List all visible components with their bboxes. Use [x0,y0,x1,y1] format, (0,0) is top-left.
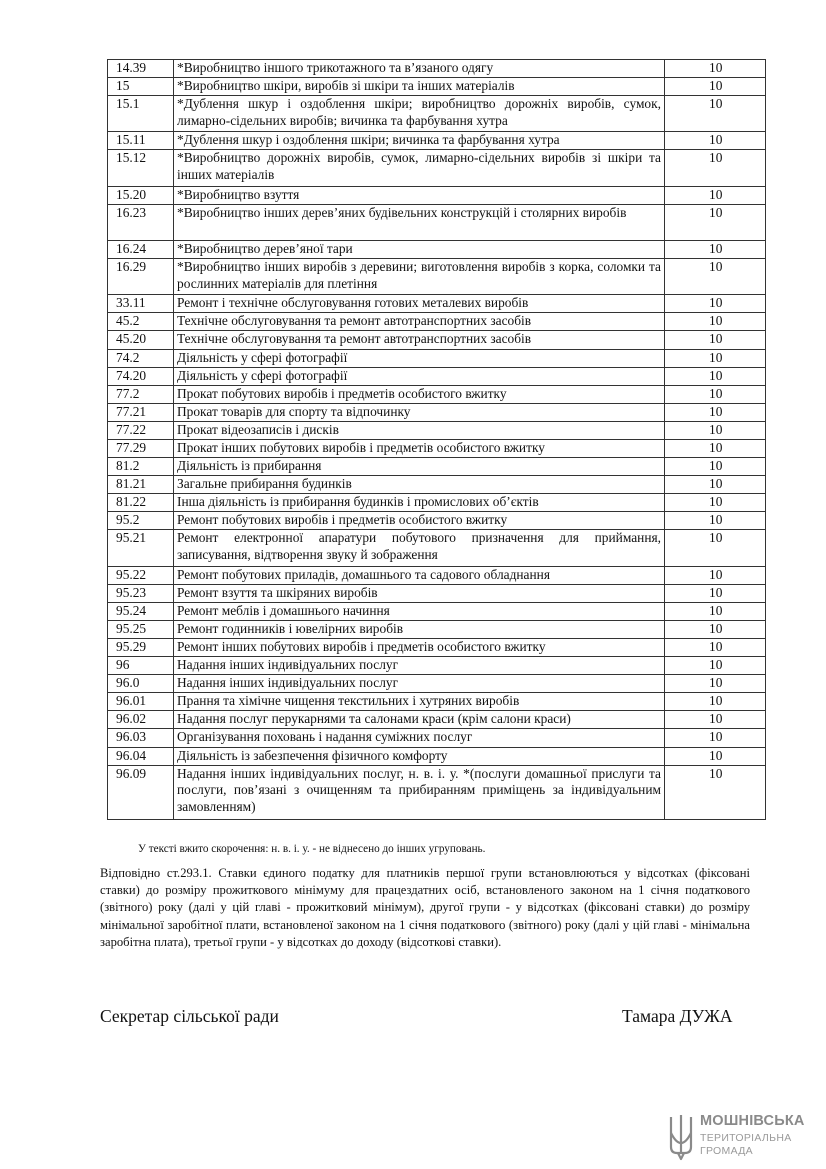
table-row [108,675,766,693]
table-row [108,204,766,240]
activity-code-cell: 95.21 [108,530,174,566]
rate-cell: 10 [665,60,766,78]
activity-name-cell: Загальне прибирання будинків [174,476,665,494]
rate-cell: 10 [665,657,766,675]
rate-cell: 10 [665,367,766,385]
rate-cell: 10 [665,458,766,476]
table-row [108,403,766,421]
activity-code-cell: 15.11 [108,132,174,150]
activity-name-cell: Надання інших індивідуальних послуг [174,657,665,675]
activity-code-cell: 45.20 [108,331,174,349]
activity-name-cell: *Виробництво взуття [174,186,665,204]
activity-code-cell: 81.2 [108,458,174,476]
activity-name-cell: Ремонт інших побутових виробів і предметів особистого вжитку [174,639,665,657]
table-row [108,693,766,711]
abbreviation-note: У тексті вжито скорочення: н. в. і. у. - не віднесено до інших угруповань. [138,843,486,855]
activity-code-cell: 81.21 [108,476,174,494]
activity-name-cell: Надання інших індивідуальних послуг [174,675,665,693]
rate-cell: 10 [665,403,766,421]
rate-cell: 10 [665,512,766,530]
rate-cell: 10 [665,313,766,331]
activity-name-cell: *Дублення шкур і оздоблення шкіри; вичинка та фарбування хутра [174,132,665,150]
table-row [108,313,766,331]
rate-cell: 10 [665,639,766,657]
activity-name-cell: *Виробництво іншого трикотажного та в’язаного одягу [174,60,665,78]
table-row [108,349,766,367]
rate-cell: 10 [665,331,766,349]
tax-rates-paragraph: Відповідно ст.293.1. Ставки єдиного податку для платників першої групи встановлюються у відсотках (фіксовані ставки) до розміру прожиткового мінімуму для працездатних осіб, встановленого законом на 1 січня податкового (звітного) року (далі у цій главі - прожитковий мінімум), другої групи - у відсотках (фіксовані ставки) до розміру мінімальної заробітної плати, встановленої законом на 1 січня податкового (звітного) року (далі у цій главі - мінімальна заробітна плата), третьої групи - у відсотках до доходу (відсоткові ставки). [100,866,750,949]
table-row [108,421,766,439]
activity-code-cell: 96.02 [108,711,174,729]
activity-code-cell: 77.22 [108,421,174,439]
rate-cell: 10 [665,132,766,150]
activity-name-cell: Ремонт меблів і домашнього начиння [174,602,665,620]
activity-code-cell: 95.22 [108,566,174,584]
signature-name: Тамара ДУЖА [622,1006,733,1026]
table-row [108,584,766,602]
rate-cell: 10 [665,385,766,403]
activity-name-cell: Діяльність із забезпечення фізичного комфорту [174,747,665,765]
logo-line-2: ТЕРИТОРІАЛЬНА [700,1132,792,1144]
rate-cell: 10 [665,186,766,204]
table-row [108,439,766,457]
activity-code-cell: 95.29 [108,639,174,657]
activity-name-cell: Ремонт годинників і ювелірних виробів [174,620,665,638]
rate-cell: 10 [665,602,766,620]
activity-name-cell: *Виробництво дерев’яної тари [174,240,665,258]
activity-rates-table [107,59,766,820]
rate-cell: 10 [665,259,766,295]
table-row [108,78,766,96]
activity-code-cell: 96.09 [108,765,174,819]
rate-cell: 10 [665,295,766,313]
activity-name-cell: Ремонт і технічне обслуговування готових металевих виробів [174,295,665,313]
rate-cell: 10 [665,476,766,494]
table-row [108,385,766,403]
table-row [108,476,766,494]
table-row [108,494,766,512]
activity-code-cell: 15 [108,78,174,96]
activity-name-cell: Ремонт побутових приладів, домашнього та садового обладнання [174,566,665,584]
rate-cell: 10 [665,584,766,602]
table-row [108,711,766,729]
rate-cell: 10 [665,711,766,729]
activity-name-cell: Організування поховань і надання суміжних послуг [174,729,665,747]
rate-cell: 10 [665,78,766,96]
table-row [108,331,766,349]
table-row [108,747,766,765]
table-row [108,295,766,313]
table-row [108,132,766,150]
rate-cell: 10 [665,494,766,512]
activity-code-cell: 74.20 [108,367,174,385]
activity-name-cell: Прання та хімічне чищення текстильних і хутряних виробів [174,693,665,711]
signature-position: Секретар сільської ради [100,1006,279,1026]
activity-code-cell: 14.39 [108,60,174,78]
activity-code-cell: 96.03 [108,729,174,747]
activity-code-cell: 15.20 [108,186,174,204]
table-row [108,96,766,132]
table-row [108,259,766,295]
logo-line-1: МОШНІВСЬКА [700,1113,805,1129]
table-row [108,620,766,638]
activity-code-cell: 96.04 [108,747,174,765]
activity-name-cell: Прокат інших побутових виробів і предметів особистого вжитку [174,439,665,457]
rate-cell: 10 [665,747,766,765]
activity-code-cell: 81.22 [108,494,174,512]
activity-code-cell: 16.29 [108,259,174,295]
rate-cell: 10 [665,620,766,638]
activity-code-cell: 96.0 [108,675,174,693]
activity-code-cell: 15.12 [108,150,174,186]
table-row [108,367,766,385]
activity-code-cell: 95.24 [108,602,174,620]
rate-cell: 10 [665,204,766,240]
activity-name-cell: *Виробництво дорожніх виробів, сумок, лимарно-сідельних виробів зі шкіри та інших матеріалів [174,150,665,186]
rate-cell: 10 [665,96,766,132]
activity-code-cell: 15.1 [108,96,174,132]
activity-name-cell: Прокат побутових виробів і предметів особистого вжитку [174,385,665,403]
activity-code-cell: 96 [108,657,174,675]
rate-cell: 10 [665,150,766,186]
rate-cell: 10 [665,675,766,693]
table-row [108,150,766,186]
activity-code-cell: 77.29 [108,439,174,457]
table-row [108,60,766,78]
activity-code-cell: 16.24 [108,240,174,258]
activity-name-cell: Діяльність у сфері фотографії [174,349,665,367]
trident-icon [668,1113,694,1161]
activity-code-cell: 74.2 [108,349,174,367]
table-row [108,729,766,747]
activity-name-cell: Ремонт взуття та шкіряних виробів [174,584,665,602]
table-row [108,458,766,476]
activity-name-cell: Надання послуг перукарнями та салонами краси (крім салони краси) [174,711,665,729]
activity-code-cell: 45.2 [108,313,174,331]
activity-name-cell: Прокат відеозаписів і дисків [174,421,665,439]
table-row [108,765,766,819]
activity-name-cell: Надання інших індивідуальних послуг, н. в. і. у. *(послуги домашньої прислуги та послуги, пов’язані з очищенням та прибиранням приміщень за індивідуальним замовленням) [174,765,665,819]
table-row [108,639,766,657]
rate-cell: 10 [665,765,766,819]
activity-name-cell: Прокат товарів для спорту та відпочинку [174,403,665,421]
rate-cell: 10 [665,693,766,711]
rate-cell: 10 [665,729,766,747]
activity-name-cell: Ремонт побутових виробів і предметів особистого вжитку [174,512,665,530]
table-row [108,240,766,258]
rate-cell: 10 [665,530,766,566]
table-row [108,186,766,204]
activity-code-cell: 77.21 [108,403,174,421]
activity-name-cell: *Виробництво інших виробів з деревини; виготовлення виробів з корка, соломки та рослинних матеріалів для плетіння [174,259,665,295]
rate-cell: 10 [665,439,766,457]
table-row [108,512,766,530]
table-row [108,602,766,620]
rate-cell: 10 [665,349,766,367]
activity-code-cell: 33.11 [108,295,174,313]
activity-name-cell: *Дублення шкур і оздоблення шкіри; виробництво дорожніх виробів, сумок, лимарно-сідельних виробів; вичинка та фарбування хутра [174,96,665,132]
rate-cell: 10 [665,240,766,258]
table-row [108,530,766,566]
activity-code-cell: 16.23 [108,204,174,240]
activity-code-cell: 95.2 [108,512,174,530]
activity-code-cell: 95.25 [108,620,174,638]
community-logo [668,1113,805,1163]
table-row [108,566,766,584]
activity-name-cell: Діяльність у сфері фотографії [174,367,665,385]
table-row [108,657,766,675]
activity-code-cell: 96.01 [108,693,174,711]
rate-cell: 10 [665,566,766,584]
activity-name-cell: Діяльність із прибирання [174,458,665,476]
activity-name-cell: Інша діяльність із прибирання будинків і промислових об’єктів [174,494,665,512]
activity-name-cell: Технічне обслуговування та ремонт автотранспортних засобів [174,331,665,349]
logo-line-3: ГРОМАДА [700,1145,753,1157]
activity-name-cell: *Виробництво шкіри, виробів зі шкіри та інших матеріалів [174,78,665,96]
activity-code-cell: 77.2 [108,385,174,403]
activity-name-cell: Технічне обслуговування та ремонт автотранспортних засобів [174,313,665,331]
rate-cell: 10 [665,421,766,439]
activity-name-cell: Ремонт електронної апаратури побутового призначення для приймання, записування, відтворення звуку й зображення [174,530,665,566]
activity-name-cell: *Виробництво інших дерев’яних будівельних конструкцій і столярних виробів [174,204,665,240]
activity-code-cell: 95.23 [108,584,174,602]
